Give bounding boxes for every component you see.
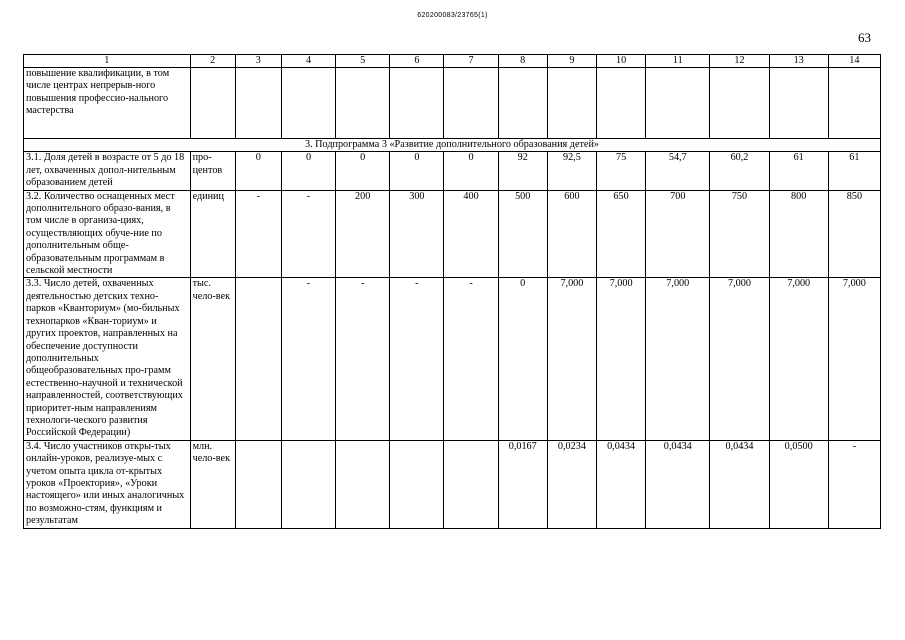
column-header: 6: [390, 55, 444, 68]
continuation-row: [24, 68, 881, 139]
column-header: 3: [235, 55, 281, 68]
value-cell: [281, 440, 335, 528]
value-cell: 800: [769, 190, 828, 278]
indicators-table: [23, 54, 881, 529]
section-title: 3. Подпрограмма 3 «Развитие дополнительного образования детей»: [24, 139, 881, 152]
table-row: [24, 440, 881, 528]
column-header: 7: [444, 55, 498, 68]
row-unit: млн. чело-век: [190, 440, 235, 528]
column-header: 2: [190, 55, 235, 68]
value-cell: [235, 440, 281, 528]
column-header: 13: [769, 55, 828, 68]
column-header: 12: [710, 55, 769, 68]
value-cell: 0: [235, 152, 281, 190]
column-header: 10: [596, 55, 645, 68]
value-cell: 7,000: [710, 278, 769, 440]
row-description: 3.4. Число участников откры-тых онлайн-уроков, реализуе-мых с учетом опыта цикла от-крытых уроков «Проектория», «Уроки настоящего» или иных аналогичных по возможно-стям, функциям и результатам: [24, 440, 191, 528]
value-cell: 92: [498, 152, 547, 190]
value-cell: 0,0434: [646, 440, 710, 528]
value-cell: 7,000: [646, 278, 710, 440]
table-row: [24, 190, 881, 278]
value-cell: 300: [390, 190, 444, 278]
value-cell: 0,0434: [596, 440, 645, 528]
column-header: 5: [336, 55, 390, 68]
row-unit: тыс. чело-век: [190, 278, 235, 440]
column-header: 1: [24, 55, 191, 68]
value-cell: [444, 440, 498, 528]
value-cell: 75: [596, 152, 645, 190]
value-cell: 0,0434: [710, 440, 769, 528]
value-cell: 0,0234: [547, 440, 596, 528]
value-cell: -: [390, 278, 444, 440]
column-header: 4: [281, 55, 335, 68]
table-row: [24, 278, 881, 440]
value-cell: 7,000: [596, 278, 645, 440]
value-cell: 400: [444, 190, 498, 278]
value-cell: 7,000: [769, 278, 828, 440]
value-cell: 7,000: [828, 278, 880, 440]
value-cell: 0: [336, 152, 390, 190]
value-cell: 500: [498, 190, 547, 278]
column-number-row: [24, 55, 881, 68]
value-cell: [390, 440, 444, 528]
row-description: 3.2. Количество оснащенных мест дополнительного образо-вания, в том числе в организа-циях, осуществляющих обуче-ние по дополнительным обще-образовательным программам в сельской местности: [24, 190, 191, 278]
value-cell: -: [235, 190, 281, 278]
column-header: 9: [547, 55, 596, 68]
value-cell: 7,000: [547, 278, 596, 440]
value-cell: 750: [710, 190, 769, 278]
value-cell: 0,0167: [498, 440, 547, 528]
row-description: повышение квалификации, в том числе центрах непрерыв-ного повышения профессио-нального мастерства: [24, 68, 191, 139]
value-cell: 0,0500: [769, 440, 828, 528]
page-number: 63: [858, 30, 871, 45]
value-cell: [235, 278, 281, 440]
column-header: 14: [828, 55, 880, 68]
value-cell: -: [336, 278, 390, 440]
value-cell: 650: [596, 190, 645, 278]
row-unit: единиц: [190, 190, 235, 278]
value-cell: 0: [444, 152, 498, 190]
value-cell: 200: [336, 190, 390, 278]
value-cell: 600: [547, 190, 596, 278]
value-cell: [336, 440, 390, 528]
value-cell: 54,7: [646, 152, 710, 190]
value-cell: -: [281, 190, 335, 278]
row-unit: про-центов: [190, 152, 235, 190]
value-cell: -: [444, 278, 498, 440]
value-cell: 92,5: [547, 152, 596, 190]
column-header: 11: [646, 55, 710, 68]
value-cell: -: [281, 278, 335, 440]
table-row: [24, 152, 881, 190]
value-cell: -: [828, 440, 880, 528]
value-cell: 61: [769, 152, 828, 190]
value-cell: 700: [646, 190, 710, 278]
value-cell: 0: [498, 278, 547, 440]
section-row: [24, 139, 881, 152]
value-cell: 0: [281, 152, 335, 190]
row-description: 3.1. Доля детей в возрасте от 5 до 18 лет, охваченных допол-нительным образованием детей: [24, 152, 191, 190]
row-description: 3.3. Число детей, охваченных деятельностью детских техно-парков «Кванториум» (мо-бильных технопарков «Кван-ториум» и других проектов, направленных на обеспечение доступности дополнительных общеобразовательных про-грамм естественно-научной и технической направленностей, соответствующих приоритет-ным направлениям технологи-ческого развития Российской Федерации): [24, 278, 191, 440]
column-header: 8: [498, 55, 547, 68]
value-cell: 850: [828, 190, 880, 278]
value-cell: 60,2: [710, 152, 769, 190]
value-cell: 0: [390, 152, 444, 190]
value-cell: 61: [828, 152, 880, 190]
document-id: 620200083/23765(1): [417, 12, 488, 19]
